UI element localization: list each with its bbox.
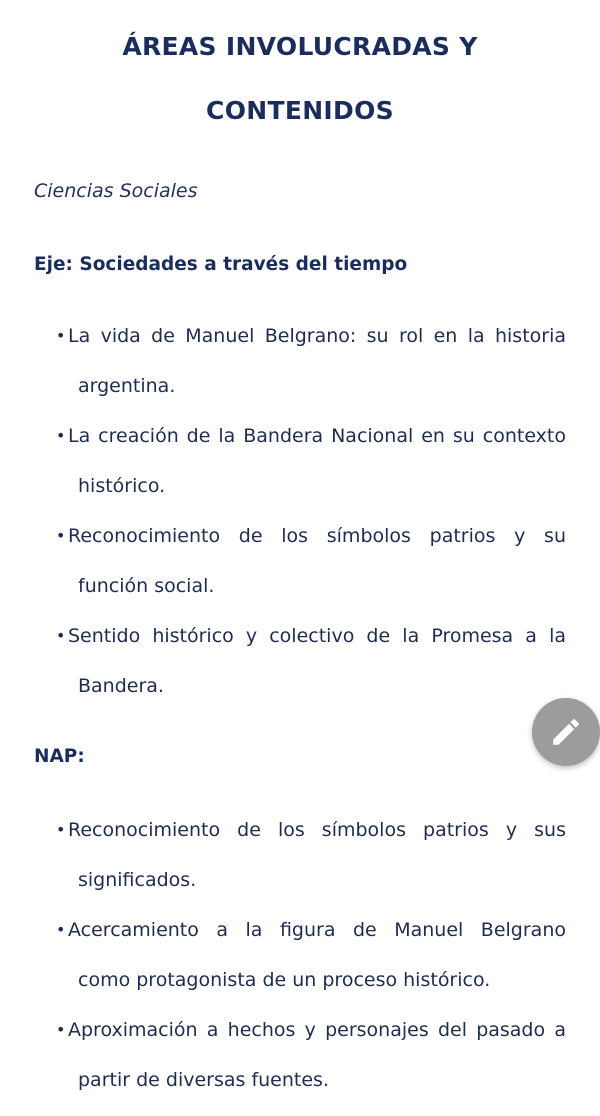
nap-content-list	[56, 805, 566, 1105]
list-item-line-2: función social.	[78, 575, 215, 597]
page-title-line-2: CONTENIDOS	[206, 96, 394, 125]
bullet-icon: •	[56, 920, 66, 939]
list-item-line-1: La vida de Manuel Belgrano: su rol en la historia	[68, 325, 566, 347]
list-item-line-2: significados.	[78, 869, 197, 891]
list-item-line-1: Reconocimiento de los símbolos patrios y sus	[68, 819, 566, 841]
list-item-line-2: argentina.	[78, 375, 176, 397]
list-item	[56, 1005, 566, 1105]
list-item	[56, 805, 566, 905]
list-item-line-1: Acercamiento a la figura de Manuel Belgrano	[68, 919, 566, 941]
bullet-icon: •	[56, 820, 66, 839]
bullet-icon: •	[56, 326, 66, 345]
eje-content-list	[56, 311, 566, 711]
pencil-icon	[549, 715, 583, 749]
page-title-line-1: ÁREAS INVOLUCRADAS Y	[122, 32, 478, 61]
list-item	[56, 311, 566, 411]
eje-heading: Eje: Sociedades a través del tiempo	[34, 254, 408, 275]
edit-button[interactable]	[532, 698, 600, 766]
list-item-line-2: Bandera.	[78, 675, 164, 697]
bullet-icon: •	[56, 626, 66, 645]
list-item-line-1: La creación de la Bandera Nacional en su contexto	[68, 425, 566, 447]
list-item-line-2: histórico.	[78, 475, 166, 497]
bullet-icon: •	[56, 426, 66, 445]
list-item	[56, 511, 566, 611]
list-item-line-1: Reconocimiento de los símbolos patrios y su	[68, 525, 566, 547]
list-item	[56, 905, 566, 1005]
area-name: Ciencias Sociales	[34, 180, 198, 202]
list-item	[56, 411, 566, 511]
list-item-line-2: como protagonista de un proceso histórico.	[78, 969, 491, 991]
list-item	[56, 611, 566, 711]
list-item-line-1: Sentido histórico y colectivo de la Promesa a la	[68, 625, 566, 647]
list-item-line-2: partir de diversas fuentes.	[78, 1069, 329, 1091]
bullet-icon: •	[56, 526, 66, 545]
nap-heading: NAP:	[34, 746, 85, 767]
bullet-icon: •	[56, 1020, 66, 1039]
list-item-line-1: Aproximación a hechos y personajes del pasado a	[68, 1019, 566, 1041]
